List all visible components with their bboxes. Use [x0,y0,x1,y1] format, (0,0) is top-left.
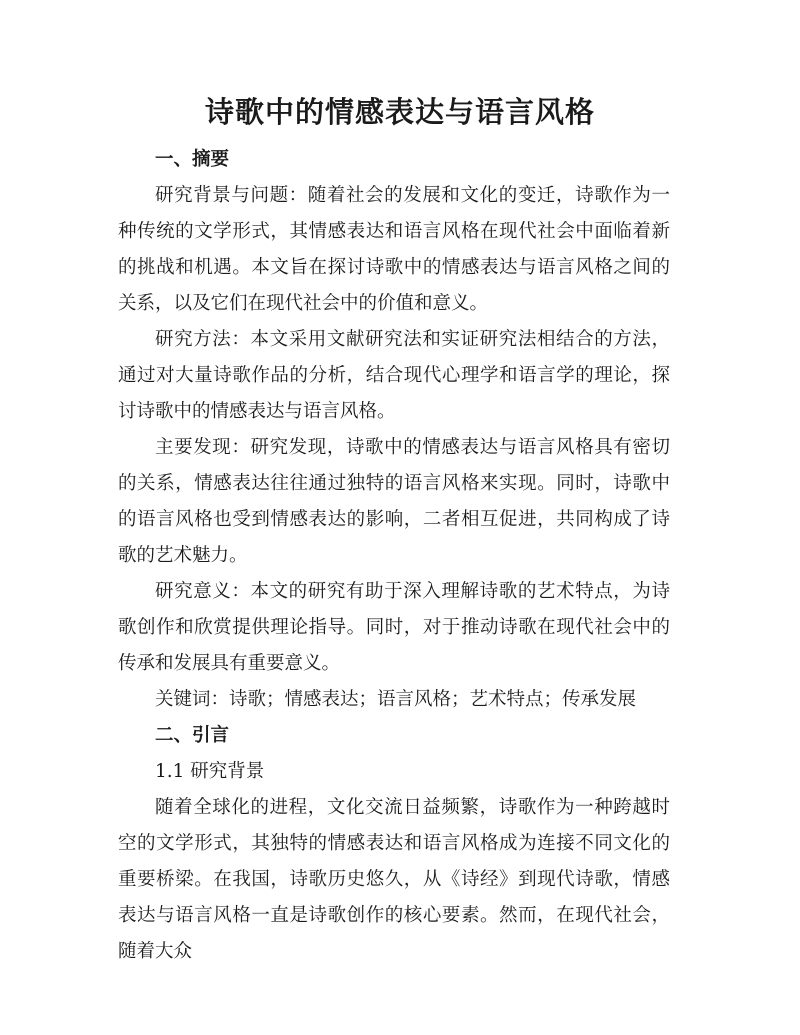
section-heading-introduction: 二、引言 [155,725,230,746]
paper-body [118,142,670,970]
paragraph-introduction: 随着全球化的进程，文化交流日益频繁，诗歌作为一种跨越时空的文学形式，其独特的情感表达和语言风格成为连接不同文化的重要桥梁。在我国，诗歌历史悠久，从《诗经》到现代诗歌，情感表达与语言风格一直是诗歌创作的核心要素。然而，在现代社会，随着大众 [118,797,670,962]
section-heading-abstract: 一、摘要 [155,149,230,170]
subsection-heading-background: 1.1 研究背景 [155,761,265,782]
paragraph-method: 研究方法：本文采用文献研究法和实证研究法相结合的方法，通过对大量诗歌作品的分析，结合现代心理学和语言学的理论，探讨诗歌中的情感表达与语言风格。 [118,329,670,422]
paragraph-significance: 研究意义：本文的研究有助于深入理解诗歌的艺术特点，为诗歌创作和欣赏提供理论指导。同时，对于推动诗歌在现代社会中的传承和发展具有重要意义。 [118,581,670,674]
paragraph-findings: 主要发现：研究发现，诗歌中的情感表达与语言风格具有密切的关系，情感表达往往通过独特的语言风格来实现。同时，诗歌中的语言风格也受到情感表达的影响，二者相互促进，共同构成了诗歌的艺术魅力。 [118,437,670,566]
paragraph-background: 研究背景与问题：随着社会的发展和文化的变迁，诗歌作为一种传统的文学形式，其情感表达和语言风格在现代社会中面临着新的挑战和机遇。本文旨在探讨诗歌中的情感表达与语言风格之间的关系，以及它们在现代社会中的价值和意义。 [118,185,670,314]
paper-title: 诗歌中的情感表达与语言风格 [204,95,595,129]
keywords-line: 关键词：诗歌；情感表达；语言风格；艺术特点；传承发展 [155,689,637,710]
